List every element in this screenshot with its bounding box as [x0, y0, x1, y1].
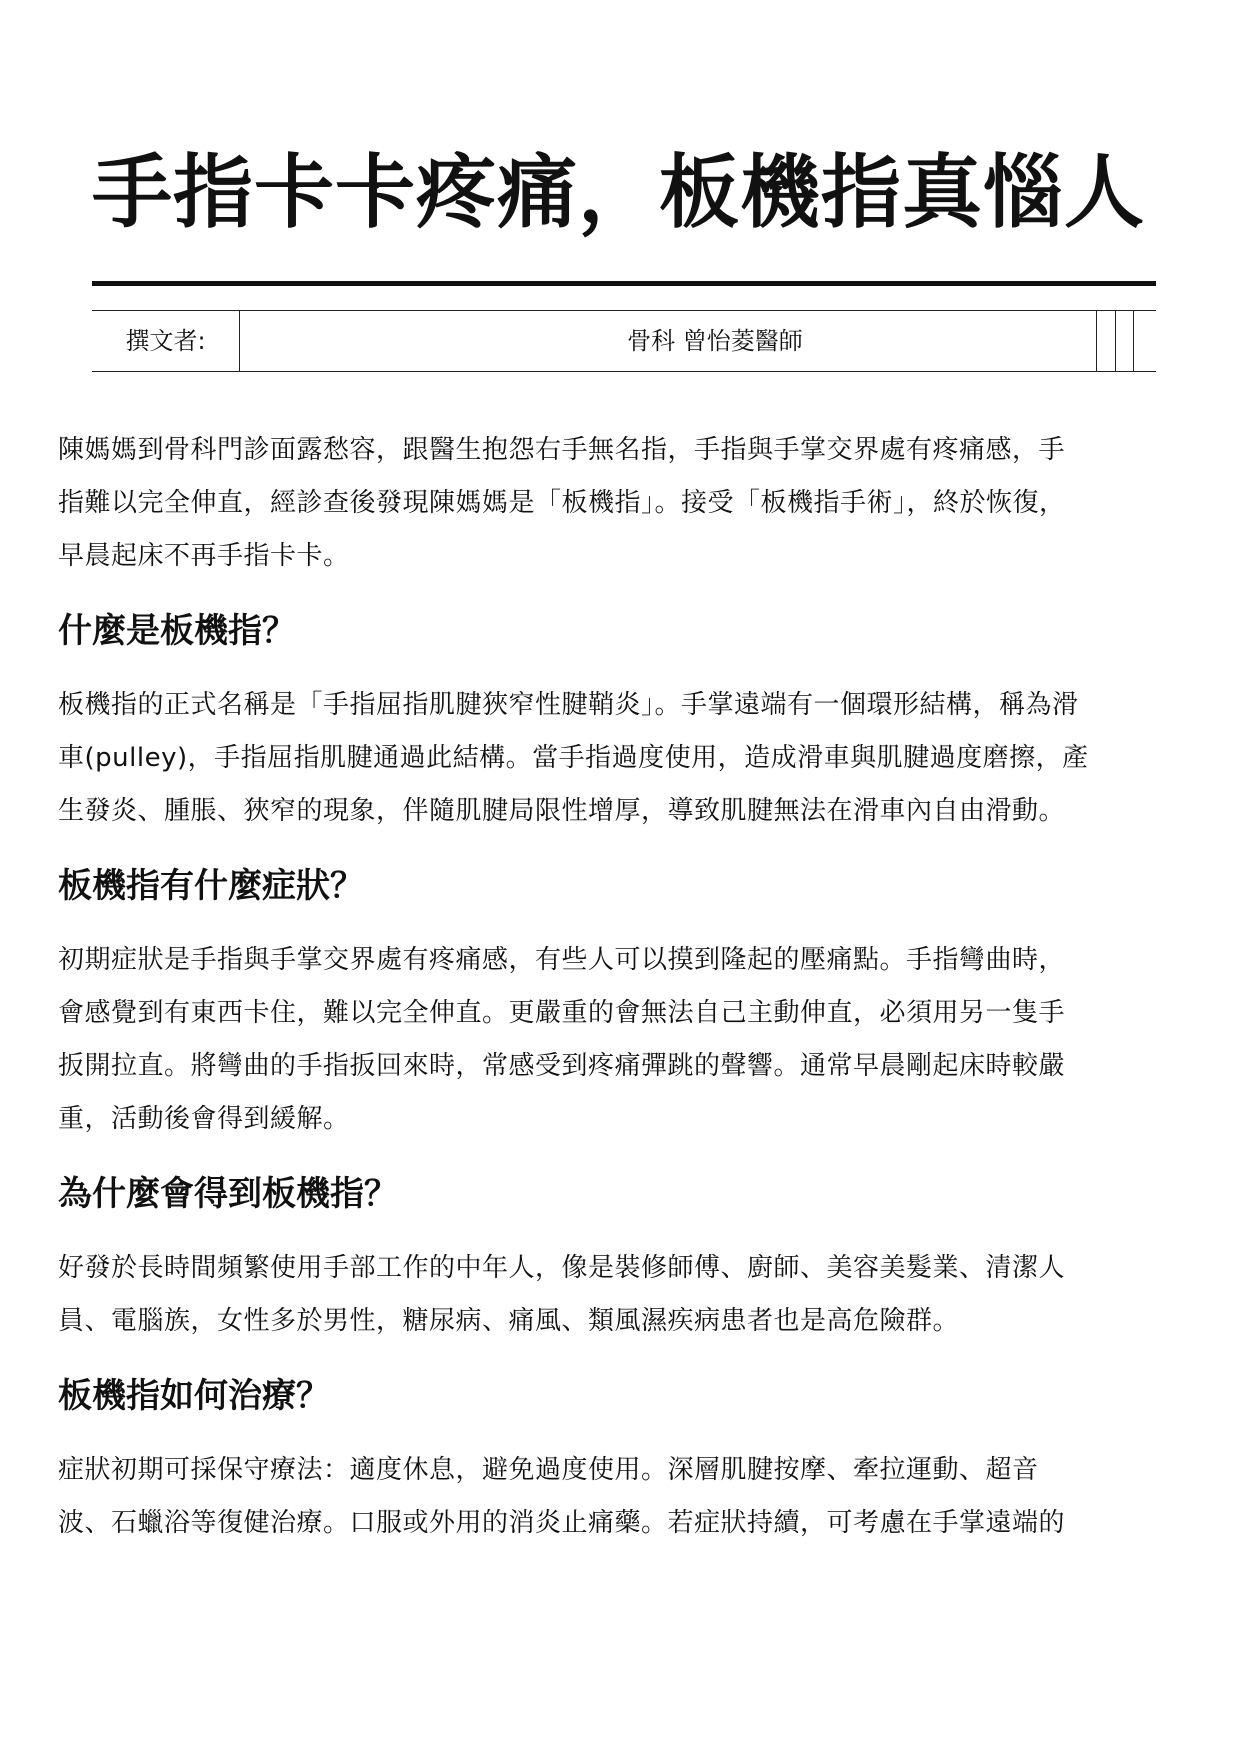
- paragraph-line: 重，活動後會得到緩解。: [58, 1104, 350, 1134]
- section-heading: 為什麼會得到板機指？: [58, 1174, 398, 1214]
- page-title: 手指卡卡疼痛，板機指真惱人: [92, 146, 1145, 239]
- section-paragraph: [58, 934, 1198, 1146]
- paragraph-line: 扳開拉直。將彎曲的手指扳回來時，常感受到疼痛彈跳的聲響。通常早晨剛起床時較嚴: [58, 1051, 1066, 1081]
- section-heading: 板機指如何治療？: [58, 1376, 330, 1416]
- section-paragraph: [58, 1242, 1198, 1348]
- cell-divider: [1133, 311, 1134, 371]
- article-body: [58, 424, 1198, 1550]
- section-symptoms: [58, 862, 1198, 1146]
- title-underline: [92, 281, 1156, 286]
- section-paragraph: [58, 1444, 1198, 1550]
- cell-divider: [1096, 311, 1097, 371]
- section-heading: 什麼是板機指？: [58, 611, 296, 651]
- intro-paragraph: [58, 424, 1198, 583]
- section-heading: 板機指有什麼症狀？: [58, 866, 364, 906]
- section-causes: [58, 1170, 1198, 1348]
- paragraph-line: 波、石蠟浴等復健治療。口服或外用的消炎止痛藥。若症狀持續，可考慮在手掌遠端的: [58, 1508, 1066, 1538]
- paragraph-line: 好發於長時間頻繁使用手部工作的中年人，像是裝修師傅、廚師、美容美髮業、清潔人: [58, 1253, 1066, 1283]
- author-name: 骨科 曾怡菱醫師: [627, 327, 803, 355]
- author-table: [92, 310, 1156, 372]
- paragraph-line: 員、電腦族，女性多於男性，糖尿病、痛風、類風濕疾病患者也是高危險群。: [58, 1306, 960, 1336]
- paragraph-line: 指難以完全伸直，經診查後發現陳媽媽是「板機指」。接受「板機指手術」，終於恢復，: [58, 488, 1066, 518]
- section-what-is: [58, 607, 1198, 838]
- section-paragraph: [58, 679, 1198, 838]
- paragraph-line: 車(pulley)，手指屈指肌腱通過此結構。當手指過度使用，造成滑車與肌腱過度磨擦，產: [58, 743, 1089, 773]
- paragraph-line: 陳媽媽到骨科門診面露愁容，跟醫生抱怨右手無名指，手指與手掌交界處有疼痛感，手: [58, 435, 1066, 465]
- author-label: 撰文者:: [125, 327, 206, 355]
- paragraph-line: 初期症狀是手指與手掌交界處有疼痛感，有些人可以摸到隆起的壓痛點。手指彎曲時，: [58, 945, 1066, 975]
- section-treatment: [58, 1372, 1198, 1550]
- paragraph-line: 會感覺到有東西卡住，難以完全伸直。更嚴重的會無法自己主動伸直，必須用另一隻手: [58, 998, 1066, 1028]
- paragraph-line: 板機指的正式名稱是「手指屈指肌腱狹窄性腱鞘炎」。手掌遠端有一個環形結構，稱為滑: [58, 690, 1079, 720]
- paragraph-line: 症狀初期可採保守療法：適度休息，避免過度使用。深層肌腱按摩、牽拉運動、超音: [58, 1455, 1039, 1485]
- paragraph-line: 早晨起床不再手指卡卡。: [58, 541, 350, 571]
- paragraph-line: 生發炎、腫脹、狹窄的現象，伴隨肌腱局限性增厚，導致肌腱無法在滑車內自由滑動。: [58, 796, 1066, 826]
- cell-divider: [1115, 311, 1116, 371]
